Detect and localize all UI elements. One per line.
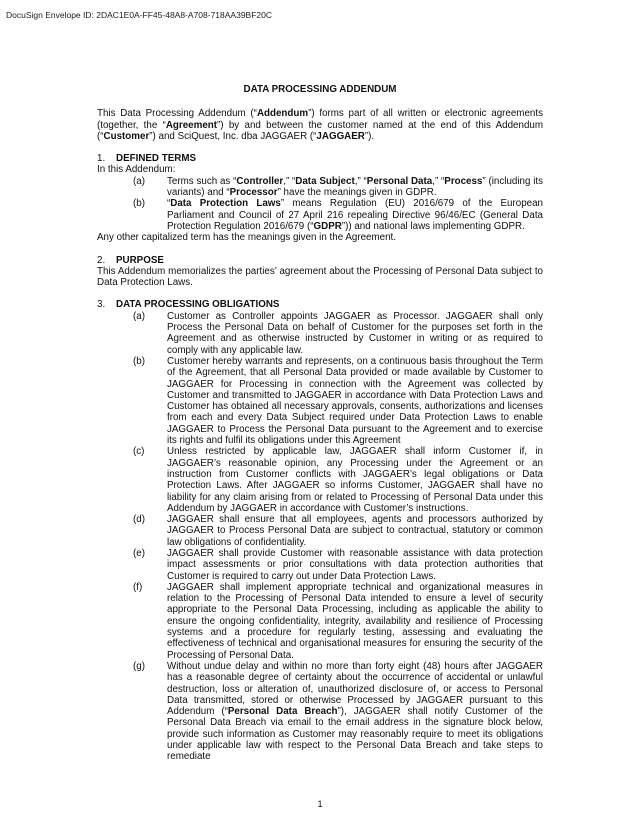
clause-label: (d) — [133, 514, 145, 526]
clause-label: (g) — [133, 660, 145, 672]
section-lead: In this Addendum: — [97, 164, 176, 176]
clause-text: Terms such as “Controller,” “Data Subject,” “Personal Data,” “Process” (including its variants) and “Processor” have the meanings given in GDPR. — [167, 175, 544, 199]
clause-text: Customer hereby warrants and represents, on a continuous basis throughout the Term of the Agreement, that all Personal Data provided or made available by Customer to JAGGAER for Processing in connection with the Agreement was collected by Customer and transmitted to JAGGAER in accordance with Data Protection Laws and Customer has obtained all necessary approvals, consents, authorizations and licenses from each and every Data Subject required under Data Protection Laws to enable JAGGAER to Process the Personal Data pursuant to the Agreement and to exercise its rights and fulfil its obligations under this Agreement — [167, 355, 543, 447]
clause-label: (e) — [133, 547, 145, 559]
section-defined-terms — [97, 153, 543, 243]
section-title: DATA PROCESSING OBLIGATIONS — [116, 299, 280, 311]
section-number: 2. — [97, 254, 106, 266]
section-data-processing-obligations — [97, 299, 543, 762]
document-title: DATA PROCESSING ADDENDUM — [243, 84, 397, 95]
clause-3g — [97, 661, 543, 763]
clause-text: Unless restricted by applicable law, JAGGAER shall inform Customer if, in JAGGAER’s reasonable opinion, any Processing under the Agreement or an instruction from Customer conflicts with JAGGAER’s legal obligations or Data Protection Laws. After JAGGAER so informs Customer, JAGGAER shall have no liability for any claim arising from or related to Processing of Personal Data under this Addendum by JAGGAER in accordance with Customer’s instructions. — [167, 446, 543, 514]
clause-3f — [97, 582, 543, 661]
section-heading — [97, 255, 543, 266]
section-tail: Any other capitalized term has the meanings given in the Agreement. — [97, 232, 396, 244]
docusign-envelope-id: DocuSign Envelope ID: 2DAC1E0A-FF45-48A8-A708-718AA39BF20C — [6, 10, 273, 20]
clause-text: Customer as Controller appoints JAGGAER as Processor. JAGGAER shall only Process the Personal Data on behalf of Customer for the purposes set forth in the Agreement and as otherwise instructed by Customer in writing or as required to comply with any applicable law. — [167, 310, 543, 356]
clause-label: (b) — [133, 355, 145, 367]
clause-text: JAGGAER shall provide Customer with reasonable assistance with data protection impact assessments or prior consultations with data protection authorities that Customer is required to carry out under Data Protection Laws. — [167, 547, 543, 582]
clause-text: “Data Protection Laws” means Regulation (EU) 2016/679 of the European Parliament and Council of 27 April 216 repealing Directive 96/46/EC (General Data Protection Regulation 2016/679 (“GDPR”)) and national laws implementing GDPR. — [167, 198, 543, 232]
clause-3a — [97, 311, 543, 356]
section-heading — [97, 153, 543, 164]
section-heading — [97, 299, 543, 310]
clause-text: JAGGAER shall ensure that all employees, agents and processors authorized by JAGGAER to Process Personal Data are subject to contractual, statutory or common law obligations of confidentiality. — [167, 514, 543, 548]
document-page — [97, 84, 543, 763]
section-text: This Addendum memorializes the parties’ agreement about the Processing of Personal Data subject to Data Protection Laws. — [97, 265, 543, 289]
clause-label: (f) — [133, 581, 143, 593]
intro-paragraph: This Data Processing Addendum (“Addendum”) forms part of all written or electronic agreements (together, the “Agreement”) by and between the customer named at the end of this Addendum (“Customer”) and SciQuest, Inc. dba JAGGAER (“JAGGAER”). — [97, 108, 544, 142]
clause-label: (a) — [133, 175, 145, 187]
section-number: 3. — [97, 299, 106, 311]
clause-3e — [97, 548, 543, 582]
clause-label: (b) — [133, 198, 145, 210]
clause-1a — [97, 176, 543, 199]
clause-text: Without undue delay and within no more than forty eight (48) hours after JAGGAER has a reasonable degree of certainty about the occurrence of accidental or unlawful destruction, loss or alteration of, unauthorized disclosure of, or access to Personal Data transmitted, stored or otherwise Processed by JAGGAER pursuant to this Addendum (“Personal Data Breach”), JAGGAER shall notify Customer of the Personal Data Breach via email to the email address in the signature block below, provide such information as Customer may reasonably require to meet its obligations under applicable law with respect to the Personal Data Breach and take steps to remediate — [167, 660, 544, 763]
section-title: DEFINED TERMS — [116, 153, 197, 165]
clause-3b — [97, 356, 543, 446]
clause-label: (c) — [133, 446, 145, 458]
page-number: 1 — [317, 799, 323, 810]
section-title: PURPOSE — [116, 254, 164, 266]
clause-label: (a) — [133, 310, 145, 322]
clause-text: JAGGAER shall implement appropriate technical and organizational measures in relation to the Processing of Personal Data intended to ensure a level of security appropriate to the Personal Data Processing, including as applicable the ability to ensure the ongoing confidentiality, integrity, availability and resilience of Processing systems and a procedure for regularly testing, assessing and evaluating the effectiveness of technical and organisational measures for ensuring the security of the Processing of Personal Data. — [167, 581, 543, 661]
section-number: 1. — [97, 153, 106, 165]
section-purpose — [97, 255, 543, 289]
clause-3d — [97, 514, 543, 548]
clause-1b — [97, 198, 543, 232]
clause-3c — [97, 446, 543, 514]
